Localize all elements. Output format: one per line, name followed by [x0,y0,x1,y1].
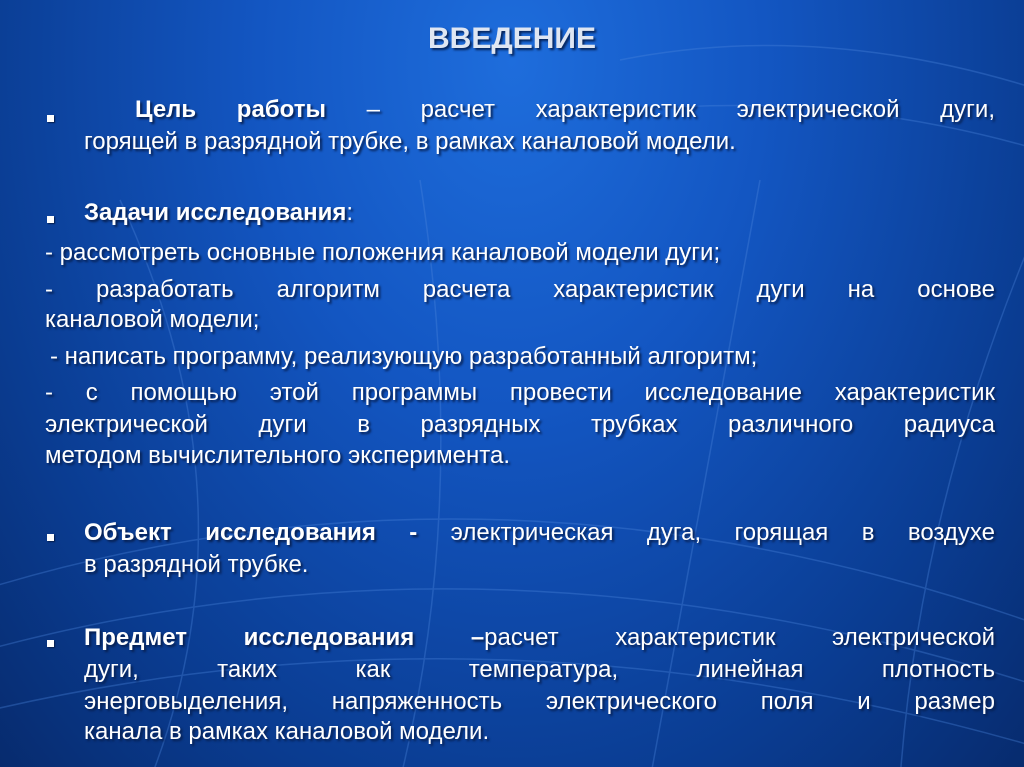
goal-label: Цель работы [135,96,326,123]
task-item-4-line-3: методом вычислительного эксперимента. [45,442,511,469]
object-text-1: электрическая дуга, горящая в воздухе [417,519,995,546]
task-item-4-line-1: - с помощью этой программы провести исследование характеристик [45,379,995,406]
tasks-label: Задачи исследования [84,199,347,226]
object-label: Объект исследования - [84,519,418,546]
object-line-2: в разрядной трубке. [84,551,309,578]
slide-title: ВВЕДЕНИЕ [428,22,596,55]
tasks-colon: : [346,199,354,226]
goal-line-2: горящей в разрядной трубке, в рамках каналовой модели. [84,128,736,155]
subject-line-3: энерговыделения, напряженность электрического поля и размер [84,688,995,715]
task-item-2-line-1: - разработать алгоритм расчета характеристик дуги на основе [45,276,995,303]
goal-line-1 [135,94,995,126]
tasks-heading [84,197,994,229]
subject-line-1 [84,622,995,654]
task-item-2-line-2: каналовой модели; [45,306,260,333]
bullet-goal [47,115,54,122]
subject-text-1: расчет характеристик электрической [484,624,995,651]
subject-line-2: дуги, таких как температура, линейная плотность [84,656,995,683]
subject-line-4: канала в рамках каналовой модели. [84,718,490,745]
bullet-object [47,534,54,541]
subject-label: Предмет исследования – [84,624,485,651]
bullet-subject [47,640,54,647]
task-item-4-line-2: электрической дуги в разрядных трубках различного радиуса [45,411,995,438]
task-item-1: - рассмотреть основные положения каналовой модели дуги; [45,239,721,266]
object-line-1 [84,517,995,549]
bullet-tasks [47,216,54,223]
goal-text-1: – расчет характеристик электрической дуги, [325,96,996,123]
task-item-3: - написать программу, реализующую разработанный алгоритм; [50,343,758,370]
